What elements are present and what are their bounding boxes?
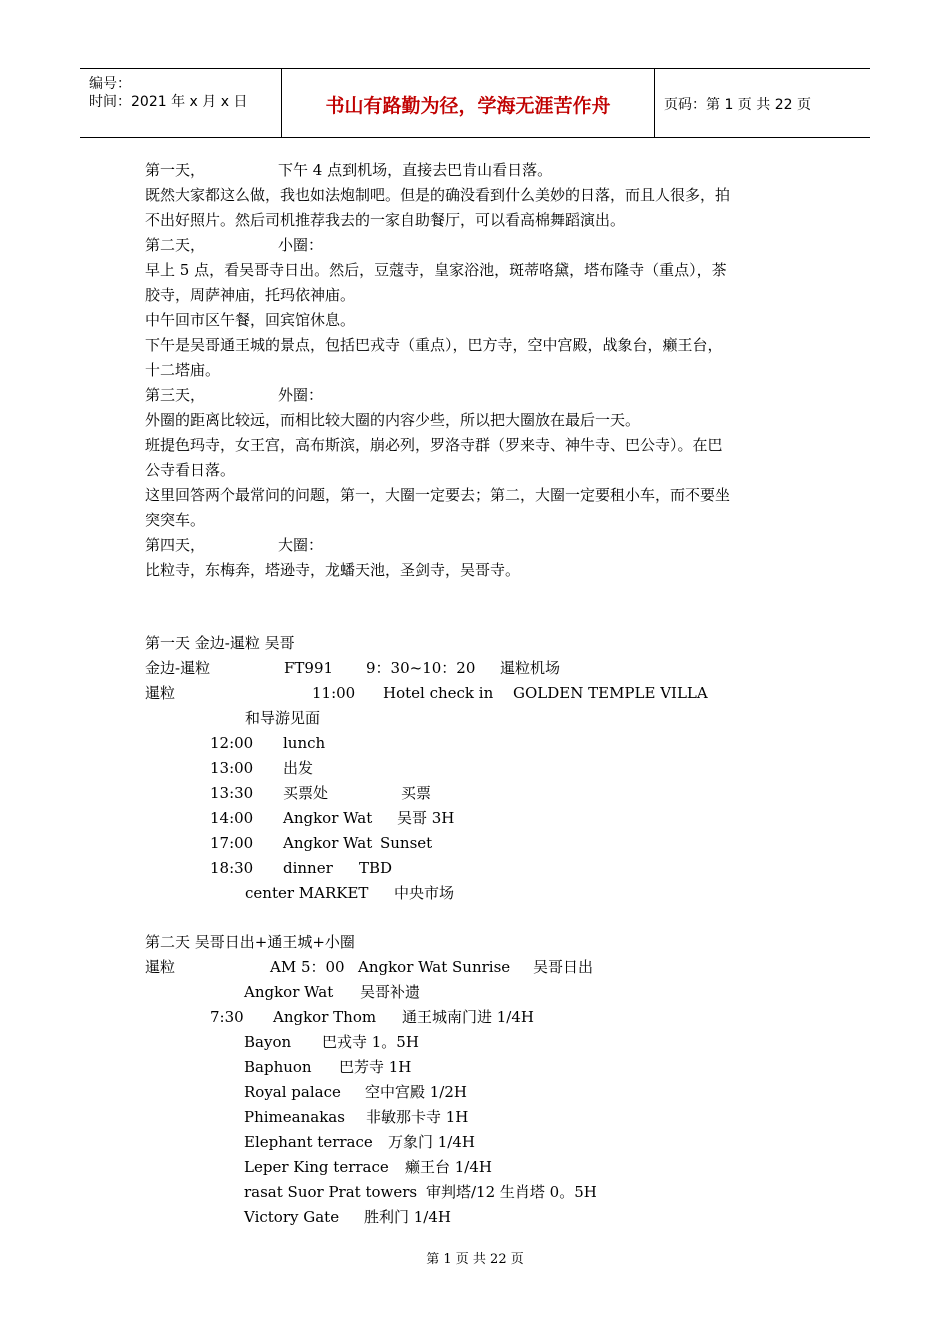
day1-city: 暹粒: [145, 684, 176, 702]
day1-market-cn: 中央市场: [394, 884, 455, 902]
date-label: 时间：2021 年 x 月 x 日: [89, 94, 248, 110]
intro-day4-label: 第四天，: [145, 536, 206, 554]
day1-row-time: 18:30: [210, 859, 254, 877]
intro-day4-text: 大圈：: [278, 536, 324, 554]
day1-row-activity: dinner: [283, 859, 333, 877]
number-label: 编号：: [89, 76, 131, 92]
intro-paragraph: 突突车。: [145, 511, 206, 529]
day1-flight-dest: 暹粒机场: [500, 659, 561, 677]
day1-guide: 和导游见面: [245, 709, 321, 727]
day2-site-en: Leper King terrace: [244, 1158, 389, 1176]
day1-row-note: 吴哥 3H: [397, 809, 455, 827]
day1-row-activity: 出发: [283, 759, 314, 777]
day1-row-activity: 买票处: [283, 784, 329, 802]
day2-site-en: Victory Gate: [244, 1208, 340, 1226]
header-meta-cell: [80, 69, 282, 137]
day1-row-note: TBD: [359, 859, 393, 877]
day2-site-en: Bayon: [244, 1033, 292, 1051]
day2-aw-en: Angkor Wat: [244, 983, 334, 1001]
page-label: 页码：第 1 页 共 22 页: [664, 97, 811, 113]
day1-row-activity: Angkor Wat: [283, 834, 373, 852]
day1-row-note: 买票: [401, 784, 432, 802]
day2-site-en: Baphuon: [244, 1058, 312, 1076]
intro-paragraph: 这里回答两个最常问的问题，第一，大圈一定要去；第二，大圈一定要租小车，而不要坐: [145, 486, 731, 504]
day1-checkin-time: 11:00: [312, 684, 356, 702]
day1-row-note: Sunset: [380, 834, 433, 852]
intro-paragraph: 中午回市区午餐，回宾馆休息。: [145, 311, 356, 329]
day1-flight-no: FT991: [284, 659, 334, 677]
intro-day2-text: 小圈：: [278, 236, 324, 254]
day1-flight-time: 9：30~10：20: [366, 659, 476, 677]
intro-paragraph: 公寺看日落。: [145, 461, 236, 479]
header-motto-cell: [282, 69, 655, 137]
day2-thom-time: 7:30: [210, 1008, 244, 1026]
day2-city: 暹粒: [145, 958, 176, 976]
intro-day1-label: 第一天，: [145, 161, 206, 179]
intro-paragraph: 比粒寺，东梅奔，塔逊寺，龙蟠天池，圣剑寺，吴哥寺。: [145, 561, 521, 579]
day2-site-cn: 空中宫殿 1/2H: [365, 1083, 467, 1101]
intro-paragraph: 胶寺，周萨神庙，托玛依神庙。: [145, 286, 356, 304]
day2-site-cn: 审判塔/12 生肖塔 0。5H: [426, 1183, 597, 1201]
day2-sunrise-time: AM 5：00: [270, 958, 345, 976]
header-page-cell: [655, 69, 870, 137]
intro-paragraph: 十二塔庙。: [145, 361, 221, 379]
intro-day2-label: 第二天，: [145, 236, 206, 254]
intro-paragraph: 班提色玛寺，女王宫，高布斯滨，崩必列，罗洛寺群（罗来寺、神牛寺、巴公寺）。在巴: [145, 436, 723, 454]
day1-title: 第一天 金边-暹粒 吴哥: [145, 634, 295, 652]
intro-paragraph: 下午是吴哥通王城的景点，包括巴戎寺（重点），巴方寺，空中宫殿，战象台，癞王台，: [145, 336, 723, 354]
day2-site-cn: 巴芳寺 1H: [339, 1058, 412, 1076]
day1-row-time: 17:00: [210, 834, 254, 852]
intro-paragraph: 不出好照片。然后司机推荐我去的一家自助餐厅，可以看高棉舞蹈演出。: [145, 211, 626, 229]
day2-site-en: Elephant terrace: [244, 1133, 373, 1151]
day2-title: 第二天 吴哥日出+通王城+小圈: [145, 933, 355, 951]
day2-thom-cn: 通王城南门进 1/4H: [402, 1008, 534, 1026]
motto: 书山有路勤为径，学海无涯苦作舟: [325, 95, 611, 117]
day1-row-activity: lunch: [283, 734, 326, 752]
day1-row-activity: Angkor Wat: [283, 809, 373, 827]
day2-site-cn: 癞王台 1/4H: [405, 1158, 492, 1176]
day1-row-time: 12:00: [210, 734, 254, 752]
day2-sunrise-en: Angkor Wat Sunrise: [358, 958, 511, 976]
intro-paragraph: 既然大家都这么做，我也如法炮制吧。但是的确没看到什么美妙的日落，而且人很多，拍: [145, 186, 731, 204]
day2-thom-en: Angkor Thom: [273, 1008, 377, 1026]
intro-day3-label: 第三天，: [145, 386, 206, 404]
day1-row-time: 14:00: [210, 809, 254, 827]
day1-flight-route: 金边-暹粒: [145, 659, 211, 677]
day2-site-en: Royal palace: [244, 1083, 341, 1101]
day2-site-en: rasat Suor Prat towers: [244, 1183, 418, 1201]
intro-paragraph: 早上 5 点，看吴哥寺日出。然后，豆蔻寺，皇家浴池，斑蒂咯黛，塔布隆寺（重点），茶: [145, 261, 727, 279]
day2-site-cn: 非敏那卡寺 1H: [366, 1108, 469, 1126]
day1-hotel: GOLDEN TEMPLE VILLA: [513, 684, 708, 702]
page-header: [80, 68, 870, 138]
day1-row-time: 13:00: [210, 759, 254, 777]
intro-day3-text: 外圈：: [278, 386, 324, 404]
day2-site-en: Phimeanakas: [244, 1108, 345, 1126]
day2-sunrise-cn: 吴哥日出: [533, 958, 594, 976]
day2-aw-cn: 吴哥补遗: [360, 983, 421, 1001]
day1-checkin: Hotel check in: [383, 684, 494, 702]
page-footer: 第 1 页 共 22 页: [426, 1252, 524, 1267]
intro-day1-text: 下午 4 点到机场，直接去巴肯山看日落。: [278, 161, 553, 179]
day2-site-cn: 万象门 1/4H: [388, 1133, 475, 1151]
intro-paragraph: 外圈的距离比较远，而相比较大圈的内容少些，所以把大圈放在最后一天。: [145, 411, 641, 429]
day2-site-cn: 巴戎寺 1。5H: [322, 1033, 419, 1051]
day1-row-time: 13:30: [210, 784, 254, 802]
day2-site-cn: 胜利门 1/4H: [364, 1208, 451, 1226]
day1-market-en: center MARKET: [245, 884, 369, 902]
